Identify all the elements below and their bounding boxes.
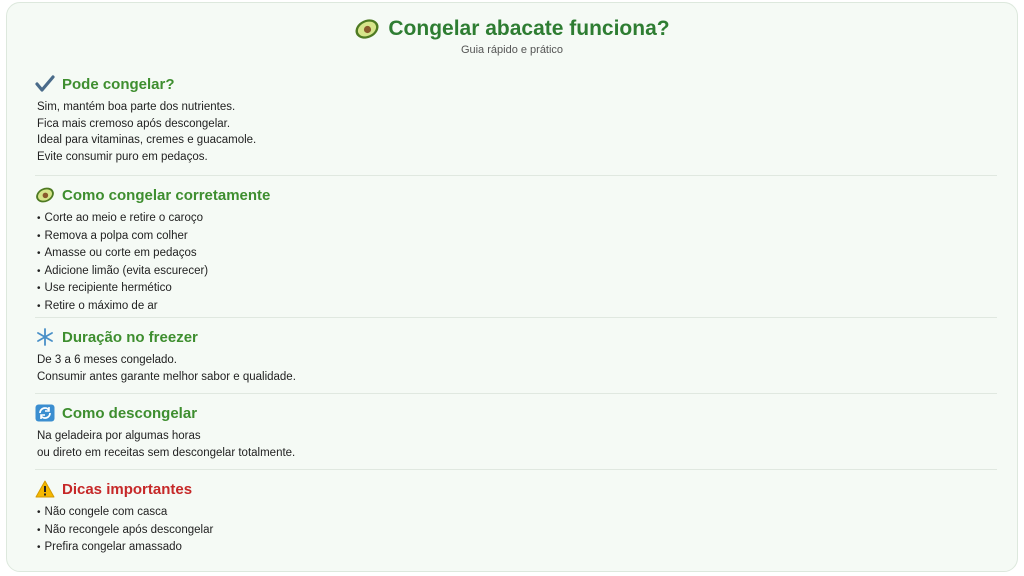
list-item: • Remova a polpa com colher [35,228,997,246]
section-pode-congelar [35,69,997,176]
section-heading [35,322,997,352]
section-dicas [35,470,997,557]
text-line: ou direto em receitas sem descongelar totalmente. [37,446,296,459]
list-item: • Amasse ou corte em pedaços [35,245,997,263]
section-heading [35,69,997,99]
snowflake-icon [35,327,55,347]
section-heading [35,398,997,428]
list-item: • Não congele com casca [35,504,997,522]
refresh-icon [35,403,55,423]
section-heading [35,180,997,210]
section-heading [35,474,997,504]
text-line: Sim, mantém boa parte dos nutrientes. [37,101,236,113]
page-subtitle: Guia rápido e prático [460,44,564,56]
avocado-icon [354,16,380,42]
sections [35,69,997,557]
page-title: Congelar abacate funciona? [388,17,670,40]
guide-card [6,2,1018,572]
section-title: Como congelar corretamente [62,186,271,204]
text-line: Ideal para vitaminas, cremes e guacamole. [37,134,257,147]
section-title: Dicas importantes [62,480,193,498]
list-item: • Adicione limão (evita escurecer) [35,263,997,281]
list-item: • Retire o máximo de ar [35,298,997,316]
header [7,3,1017,56]
list-item: • Não recongele após descongelar [35,522,997,540]
section-title: Como descongelar [62,404,198,422]
section-duracao [35,318,997,394]
text-line: Na geladeira por algumas horas [37,430,201,442]
text-line: Fica mais cremoso após descongelar. [37,117,231,130]
title-row [7,15,1017,43]
section-como-congelar [35,176,997,318]
list-item: • Prefira congelar amassado [35,539,997,557]
text-line: Evite consumir puro em pedaços. [37,150,208,163]
section-title: Duração no freezer [62,328,198,346]
list-item: • Use recipiente hermético [35,280,997,298]
section-title: Pode congelar? [62,75,175,93]
list-item: • Corte ao meio e retire o caroço [35,210,997,228]
text-line: De 3 a 6 meses congelado. [37,354,178,366]
warning-icon [35,479,55,499]
avocado-icon [35,185,55,205]
checkmark-icon [35,74,55,94]
text-line: Consumir antes garante melhor sabor e qualidade. [37,370,296,383]
section-descongelar [35,394,997,470]
